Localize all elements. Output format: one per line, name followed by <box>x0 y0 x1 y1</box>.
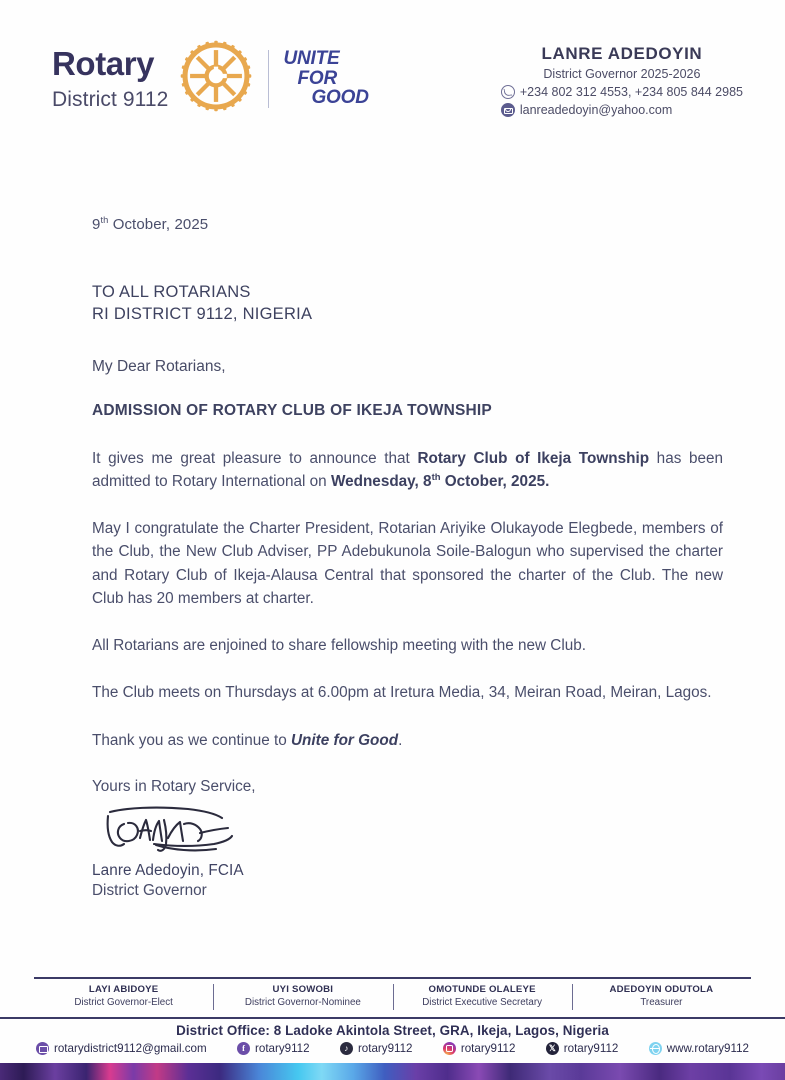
officer-title: Treasurer <box>640 997 683 1008</box>
unite-for-good-tagline <box>283 49 368 108</box>
tiktok-icon: ♪ <box>340 1042 353 1055</box>
governor-contact-block <box>501 44 743 117</box>
social-label-tiktok: rotary9112 <box>357 1042 413 1055</box>
officer-title: District Governor-Nominee <box>244 997 361 1008</box>
p1-date-pre: Wednesday, 8 <box>330 472 432 490</box>
signature-image <box>92 800 723 862</box>
tagline-line-1: UNITE <box>283 47 340 69</box>
x-twitter-icon: 𝕏 <box>546 1042 559 1055</box>
date-day: 9 <box>92 216 101 233</box>
officer-title: District Executive Secretary <box>422 997 543 1008</box>
p5-motto: Unite for Good <box>290 731 399 749</box>
email-icon <box>36 1042 49 1055</box>
tagline-line-2: FOR <box>297 67 337 89</box>
logo-divider <box>268 50 269 108</box>
governor-email: lanreadedoyin@yahoo.com <box>519 103 673 117</box>
footer-divider <box>0 1017 785 1019</box>
addressee-line-2: RI DISTRICT 9112, NIGERIA <box>92 305 313 324</box>
letterhead <box>0 30 785 140</box>
governor-phone-row <box>501 85 743 99</box>
officers-divider <box>34 977 751 979</box>
paragraph-4: The Club meets on Thursdays at 6.00pm at Iretura Media, 34, Meiran Road, Meiran, Lagos. <box>92 684 712 702</box>
social-label-x: rotary9112 <box>563 1042 619 1055</box>
district-number-text: District 9112 <box>52 88 169 111</box>
governor-email-row <box>501 103 743 117</box>
governor-phone-numbers: +234 802 312 4553, +234 805 844 2985 <box>519 85 743 99</box>
letter-date <box>92 216 723 233</box>
p1-date-suffix: th <box>431 471 441 483</box>
date-month-year: October, 2025 <box>108 216 209 233</box>
footer-gradient-band <box>0 1063 785 1080</box>
website-icon <box>649 1042 662 1055</box>
instagram-icon <box>443 1042 456 1055</box>
p5-text-1: Thank you as we continue to <box>92 731 291 749</box>
officer-entry <box>213 982 392 1008</box>
rotary-brand-text: Rotary <box>52 45 155 82</box>
officers-row <box>34 982 751 1008</box>
addressee-line-1: TO ALL ROTARIANS <box>92 283 251 301</box>
tagline-line-3: GOOD <box>311 87 369 109</box>
governor-role: District Governor 2025-2026 <box>543 67 701 81</box>
officer-title: District Governor-Elect <box>74 997 173 1008</box>
rotary-wordmark <box>52 47 168 110</box>
paragraph-2: May I congratulate the Charter President, Rotarian Ariyike Olukayode Elegbede, members of the Club, the New Club Adviser, PP Adebukunola Soile-Balogun who supervised the charter and Rotary Club of Ikeja-Alausa Central that sponsored the charter of the Club. The new Club has 20 members at charter. <box>92 520 723 607</box>
social-label-facebook: rotary9112 <box>255 1042 310 1055</box>
addressee-block <box>92 281 723 326</box>
social-link-tiktok[interactable] <box>340 1042 413 1055</box>
governor-name: LANRE ADEDOYIN <box>541 44 703 63</box>
p1-admission-date <box>331 473 549 490</box>
envelope-icon <box>501 103 515 117</box>
rotary-logo <box>52 40 369 117</box>
social-label-website: www.rotary9112 <box>666 1042 749 1055</box>
facebook-icon: f <box>237 1042 250 1055</box>
social-link-website[interactable] <box>649 1042 749 1055</box>
officer-entry <box>34 982 213 1008</box>
salutation: My Dear Rotarians, <box>92 357 226 375</box>
phone-icon <box>501 85 515 99</box>
social-link-instagram[interactable] <box>443 1042 516 1055</box>
officer-entry <box>393 982 572 1008</box>
p1-text-2: has been admitted to Rotary International on <box>92 449 723 490</box>
social-link-facebook[interactable] <box>237 1042 310 1055</box>
social-link-email[interactable] <box>36 1042 207 1055</box>
letter-footer <box>0 970 785 1080</box>
paragraph-1 <box>92 447 723 494</box>
p1-text-1: It gives me great pleasure to announce that <box>92 449 418 467</box>
paragraph-5 <box>92 729 723 752</box>
social-label-instagram: rotary9112 <box>460 1042 516 1055</box>
letter-subject: ADMISSION OF ROTARY CLUB OF IKEJA TOWNSHIP <box>92 401 492 419</box>
p1-date-post: October, 2025. <box>440 472 550 490</box>
officer-entry <box>572 982 751 1008</box>
officer-name: LAYI ABIDOYE <box>88 984 159 995</box>
district-office-address: District Office: 8 Ladoke Akintola Street, GRA, Ikeja, Lagos, Nigeria <box>176 1023 609 1038</box>
signatory-title: District Governor <box>92 881 207 899</box>
social-label-email: rotarydistrict9112@gmail.com <box>54 1042 207 1055</box>
p5-text-2: . <box>398 731 403 749</box>
officer-name: ADEDOYIN ODUTOLA <box>609 984 714 995</box>
closing-line: Yours in Rotary Service, <box>92 777 256 795</box>
paragraph-3: All Rotarians are enjoined to share fellowship meeting with the new Club. <box>92 637 587 655</box>
officer-name: UYI SOWOBI <box>272 984 334 995</box>
social-links-row <box>36 1042 749 1055</box>
letter-body <box>92 216 723 900</box>
signatory-name: Lanre Adedoyin, FCIA <box>92 861 244 879</box>
social-link-x[interactable] <box>546 1042 619 1055</box>
p1-club-name: Rotary Club of Ikeja Township <box>417 449 650 467</box>
rotary-wheel-icon <box>180 40 252 117</box>
officer-name: OMOTUNDE OLALEYE <box>428 984 536 995</box>
date-ordinal-suffix: th <box>100 215 109 225</box>
